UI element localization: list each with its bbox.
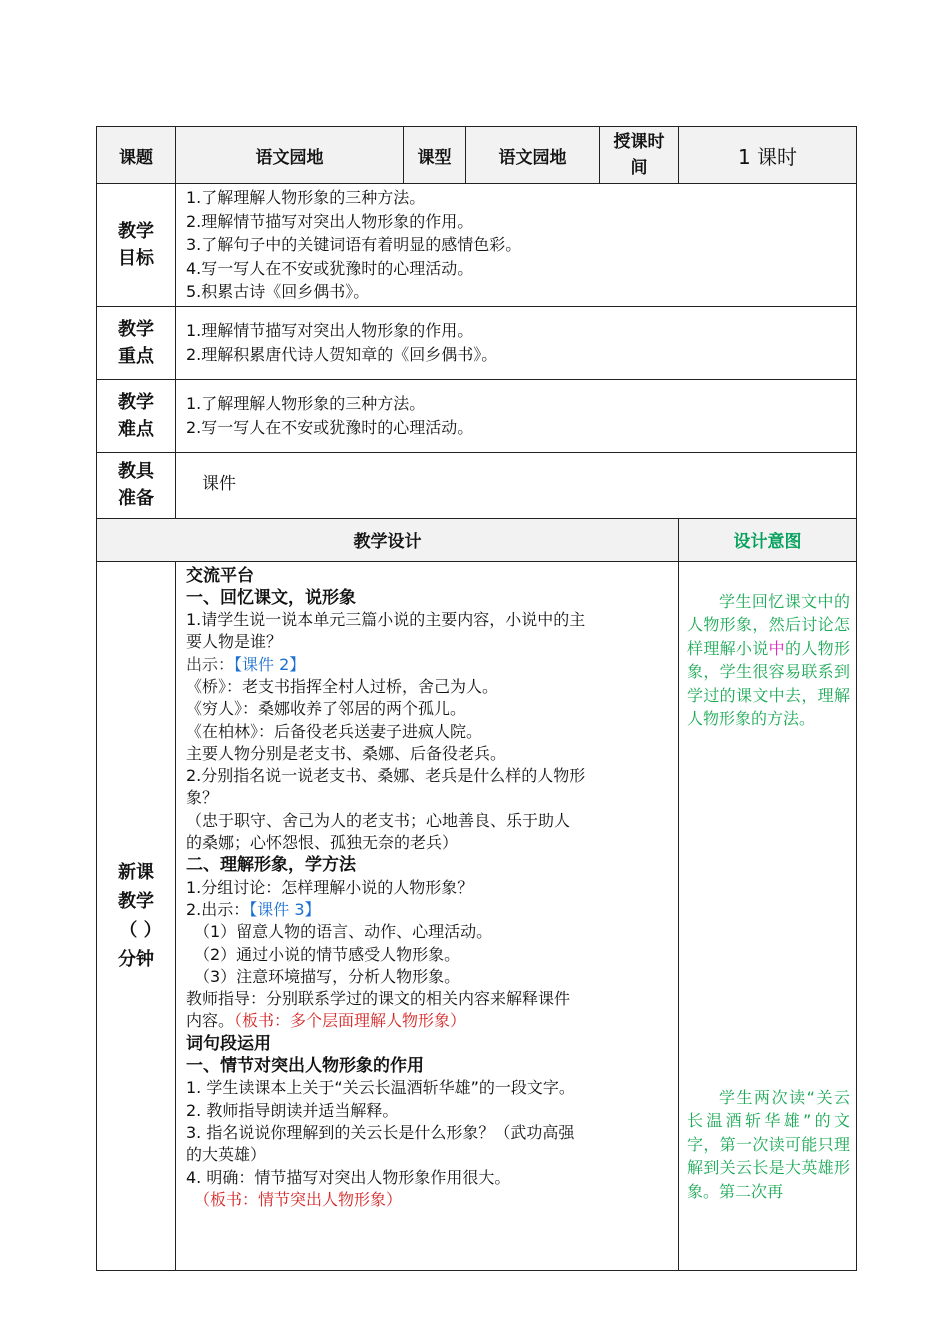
guide-text: 内容。（板书：多个层面理解人物形象）: [186, 1011, 467, 1031]
board-note: （板书：多个层面理解人物形象）: [234, 1011, 467, 1031]
story-line: 《在柏林》：后备役老兵送妻子进疯人院。: [186, 721, 483, 741]
step-text: 4. 明确：情节描写对突出人物形象作用很大。: [186, 1167, 511, 1187]
goal-item: 5.积累古诗《回乡偶书》。: [186, 282, 370, 301]
topic-label: 课题: [97, 127, 176, 184]
design-intent: [679, 561, 857, 1270]
difficulty-label: 教学难点: [97, 379, 176, 452]
focus-list: [176, 306, 857, 379]
step-heading: 一、回忆课文，说形象: [186, 587, 356, 608]
goal-item: 2.理解情节描写对突出人物形象的作用。: [186, 211, 474, 231]
focus-item: 2.理解积累唐代诗人贺知章的《回乡偶书》。: [186, 344, 498, 364]
section-title: 交流平台: [186, 565, 254, 586]
step-text: 1. 学生读课本上关于“关云长温酒斩华雄”的一段文字。: [186, 1078, 575, 1098]
story-line: 《桥》：老支书指挥全村人过桥，舍己为人。: [186, 676, 499, 696]
answer-text: 的桑娜；心怀怨恨、孤独无奈的老兵）: [186, 833, 459, 853]
step-text: 2. 教师指导朗读并适当解释。: [186, 1100, 399, 1120]
story-line: 《穷人》：桑娜收养了邻居的两个孤儿。: [186, 699, 467, 719]
difficulty-row: [97, 379, 857, 452]
intent-text: 学生两次读“关云长温酒斩华雄”的文字，第一次读可能只理解到关云长是大英雄形象。第二次再: [687, 1087, 850, 1201]
design-header: 教学设计: [97, 518, 679, 561]
courseware-tag: 【课件 2】: [234, 654, 306, 674]
design-body-row: [97, 561, 857, 1270]
time-label: 授课时间: [600, 127, 679, 184]
goal-item: 4.写一写人在不安或犹豫时的心理活动。: [186, 258, 474, 278]
intent-header: 设计意图: [679, 518, 857, 561]
step-text: 的大英雄）: [186, 1145, 267, 1165]
new-lesson-label: 新课教学（ ）分钟: [97, 561, 176, 1270]
type-label: 课型: [404, 127, 466, 184]
courseware-tag: 【课件 3】: [249, 899, 321, 919]
question-text: 象？: [186, 788, 219, 808]
method-item: （1）留意人物的语言、动作、心理活动。: [194, 922, 493, 942]
focus-label: 教学重点: [97, 306, 176, 379]
goals-label: 教学目标: [97, 184, 176, 307]
section-title: 词句段运用: [186, 1033, 271, 1054]
difficulty-item: 2.写一写人在不安或犹豫时的心理活动。: [186, 417, 474, 437]
step-heading: 一、情节对突出人物形象的作用: [186, 1056, 424, 1077]
difficulty-list: [176, 379, 857, 452]
hours-value: 1 课时: [679, 127, 857, 184]
summary-line: 主要人物分别是老支书、桑娜、后备役老兵。: [186, 743, 507, 763]
board-note: （板书：情节突出人物形象）: [194, 1189, 403, 1209]
method-item: （2）通过小说的情节感受人物形象。: [194, 944, 461, 964]
goal-item: 3.了解句子中的关键词语有着明显的感情色彩。: [186, 235, 522, 254]
lesson-plan-table: [96, 126, 857, 1271]
question-text: 1.请学生说一说本单元三篇小说的主要内容，小说中的主: [186, 610, 586, 630]
teaching-design: [176, 561, 679, 1270]
difficulty-item: 1.了解理解人物形象的三种方法。: [186, 394, 426, 413]
header-row: [97, 127, 857, 184]
question-text: 2.分别指名说一说老支书、桑娜、老兵是什么样的人物形: [186, 766, 586, 786]
goals-row: [97, 184, 857, 307]
type-value: 语文园地: [466, 127, 600, 184]
guide-text: 教师指导：分别联系学过的课文的相关内容来解释课件: [186, 989, 571, 1009]
question-text: 要人物是谁？: [186, 632, 283, 652]
tools-label: 教具准备: [97, 452, 176, 518]
show-line: 2.出示：【课件 3】: [186, 899, 321, 919]
step-heading: 二、理解形象，学方法: [186, 855, 356, 876]
goal-item: 1.了解理解人物形象的三种方法。: [186, 188, 426, 207]
focus-item: 1.理解情节描写对突出人物形象的作用。: [186, 321, 474, 340]
answer-text: （忠于职守、舍己为人的老支书；心地善良、乐于助人: [186, 810, 571, 830]
lesson-plan: [96, 126, 856, 1271]
design-header-row: [97, 518, 857, 561]
intent-text: 学生回忆课文中的人物形象，然后讨论怎样理解小说中的人物形象，学生很容易联系到学过的课文中去，理解人物形象的方法。: [687, 591, 850, 728]
goals-list: [176, 184, 857, 307]
show-line: 出示：【课件 2】: [186, 654, 306, 674]
tools-row: [97, 452, 857, 518]
focus-row: [97, 306, 857, 379]
method-item: （3）注意环境描写，分析人物形象。: [194, 966, 461, 986]
topic-value: 语文园地: [176, 127, 404, 184]
question-text: 1.分组讨论：怎样理解小说的人物形象？: [186, 877, 474, 897]
tools-value: 课件: [176, 452, 857, 518]
step-text: 3. 指名说说你理解到的关云长是什么形象？（武功高强: [186, 1122, 575, 1142]
